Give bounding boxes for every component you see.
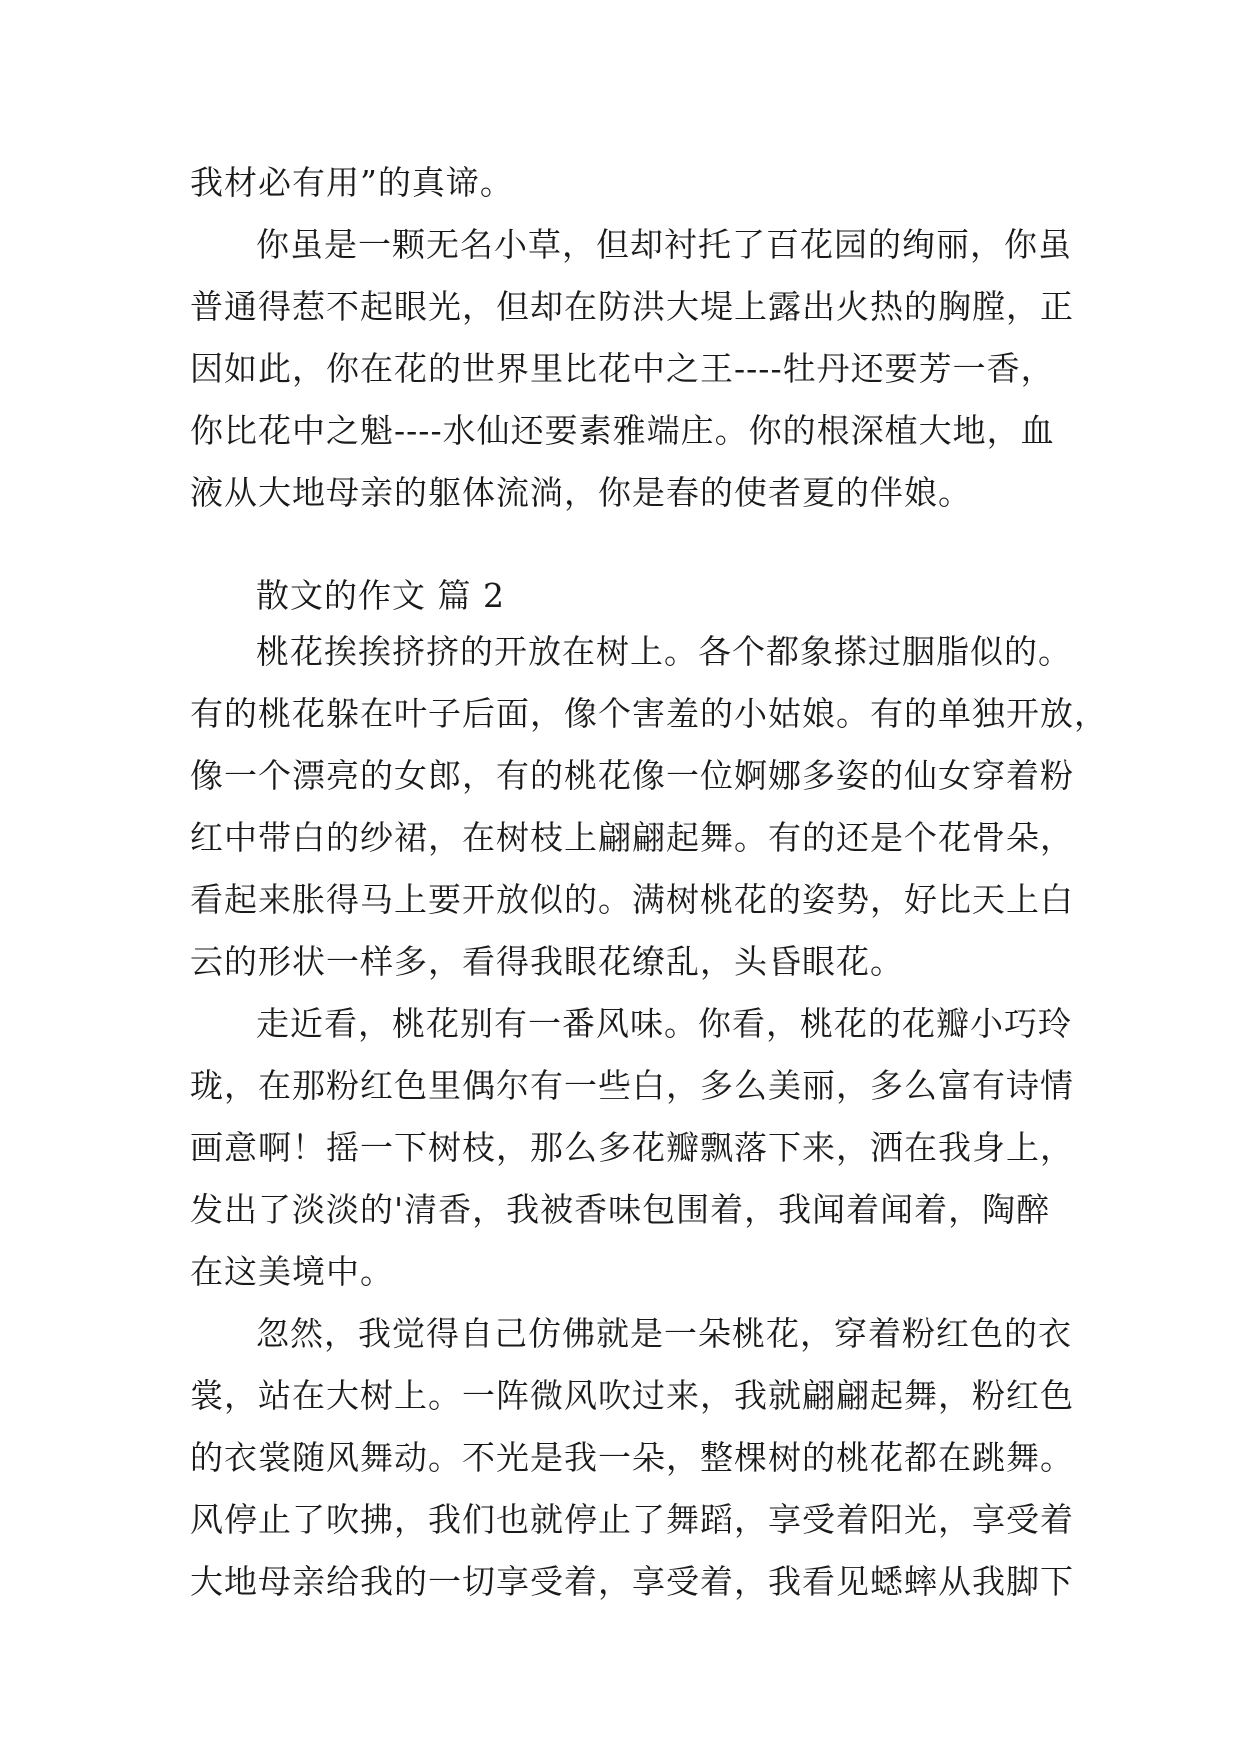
text-line: 忽然，我觉得自己仿佛就是一朵桃花，穿着粉红色的衣 <box>256 1314 1072 1353</box>
text-line: 发出了淡淡的'清香，我被香味包围着，我闻着闻着，陶醉 <box>190 1190 1051 1229</box>
text-line: 画意啊！摇一下树枝，那么多花瓣飘落下来，洒在我身上， <box>190 1128 1074 1167</box>
text-line: 裳，站在大树上。一阵微风吹过来，我就翩翩起舞，粉红色 <box>190 1376 1074 1415</box>
text-line: 你比花中之魁----水仙还要素雅端庄。你的根深植大地，血 <box>190 411 1055 450</box>
text-line: 因如此，你在花的世界里比花中之王----牡丹还要芳一香， <box>190 349 1055 388</box>
text-line: 大地母亲给我的一切享受着，享受着，我看见蟋蟀从我脚下 <box>190 1562 1074 1601</box>
text-line: 风停止了吹拂，我们也就停止了舞蹈，享受着阳光，享受着 <box>190 1500 1074 1539</box>
text-line: 红中带白的纱裙，在树枝上翩翩起舞。有的还是个花骨朵， <box>190 818 1074 857</box>
section-heading: 散文的作文 篇 2 <box>256 576 505 615</box>
text-line: 云的形状一样多，看得我眼花缭乱，头昏眼花。 <box>190 942 904 981</box>
text-line: 走近看，桃花别有一番风味。你看，桃花的花瓣小巧玲 <box>256 1004 1072 1043</box>
text-line: 液从大地母亲的躯体流淌，你是春的使者夏的伴娘。 <box>190 473 972 512</box>
text-line: 像一个漂亮的女郎，有的桃花像一位婀娜多姿的仙女穿着粉 <box>190 756 1074 795</box>
text-line: 你虽是一颗无名小草，但却衬托了百花园的绚丽，你虽 <box>256 225 1072 264</box>
text-line: 珑，在那粉红色里偶尔有一些白，多么美丽，多么富有诗情 <box>190 1066 1074 1105</box>
body-paragraphs <box>190 621 1108 1613</box>
top-paragraphs <box>190 152 1074 524</box>
text-line: 我材必有用”的真谛。 <box>190 163 514 202</box>
text-line: 普通得惹不起眼光，但却在防洪大堤上露出火热的胸膛，正 <box>190 287 1074 326</box>
text-line: 有的桃花躲在叶子后面，像个害羞的小姑娘。有的单独开放， <box>190 694 1108 733</box>
text-line: 看起来胀得马上要开放似的。满树桃花的姿势，好比天上白 <box>190 880 1074 919</box>
text-line: 在这美境中。 <box>190 1252 394 1291</box>
section-heading-container <box>190 565 1070 627</box>
text-line: 的衣裳随风舞动。不光是我一朵，整棵树的桃花都在跳舞。 <box>190 1438 1074 1477</box>
text-line: 桃花挨挨挤挤的开放在树上。各个都象搽过胭脂似的。 <box>256 632 1072 671</box>
